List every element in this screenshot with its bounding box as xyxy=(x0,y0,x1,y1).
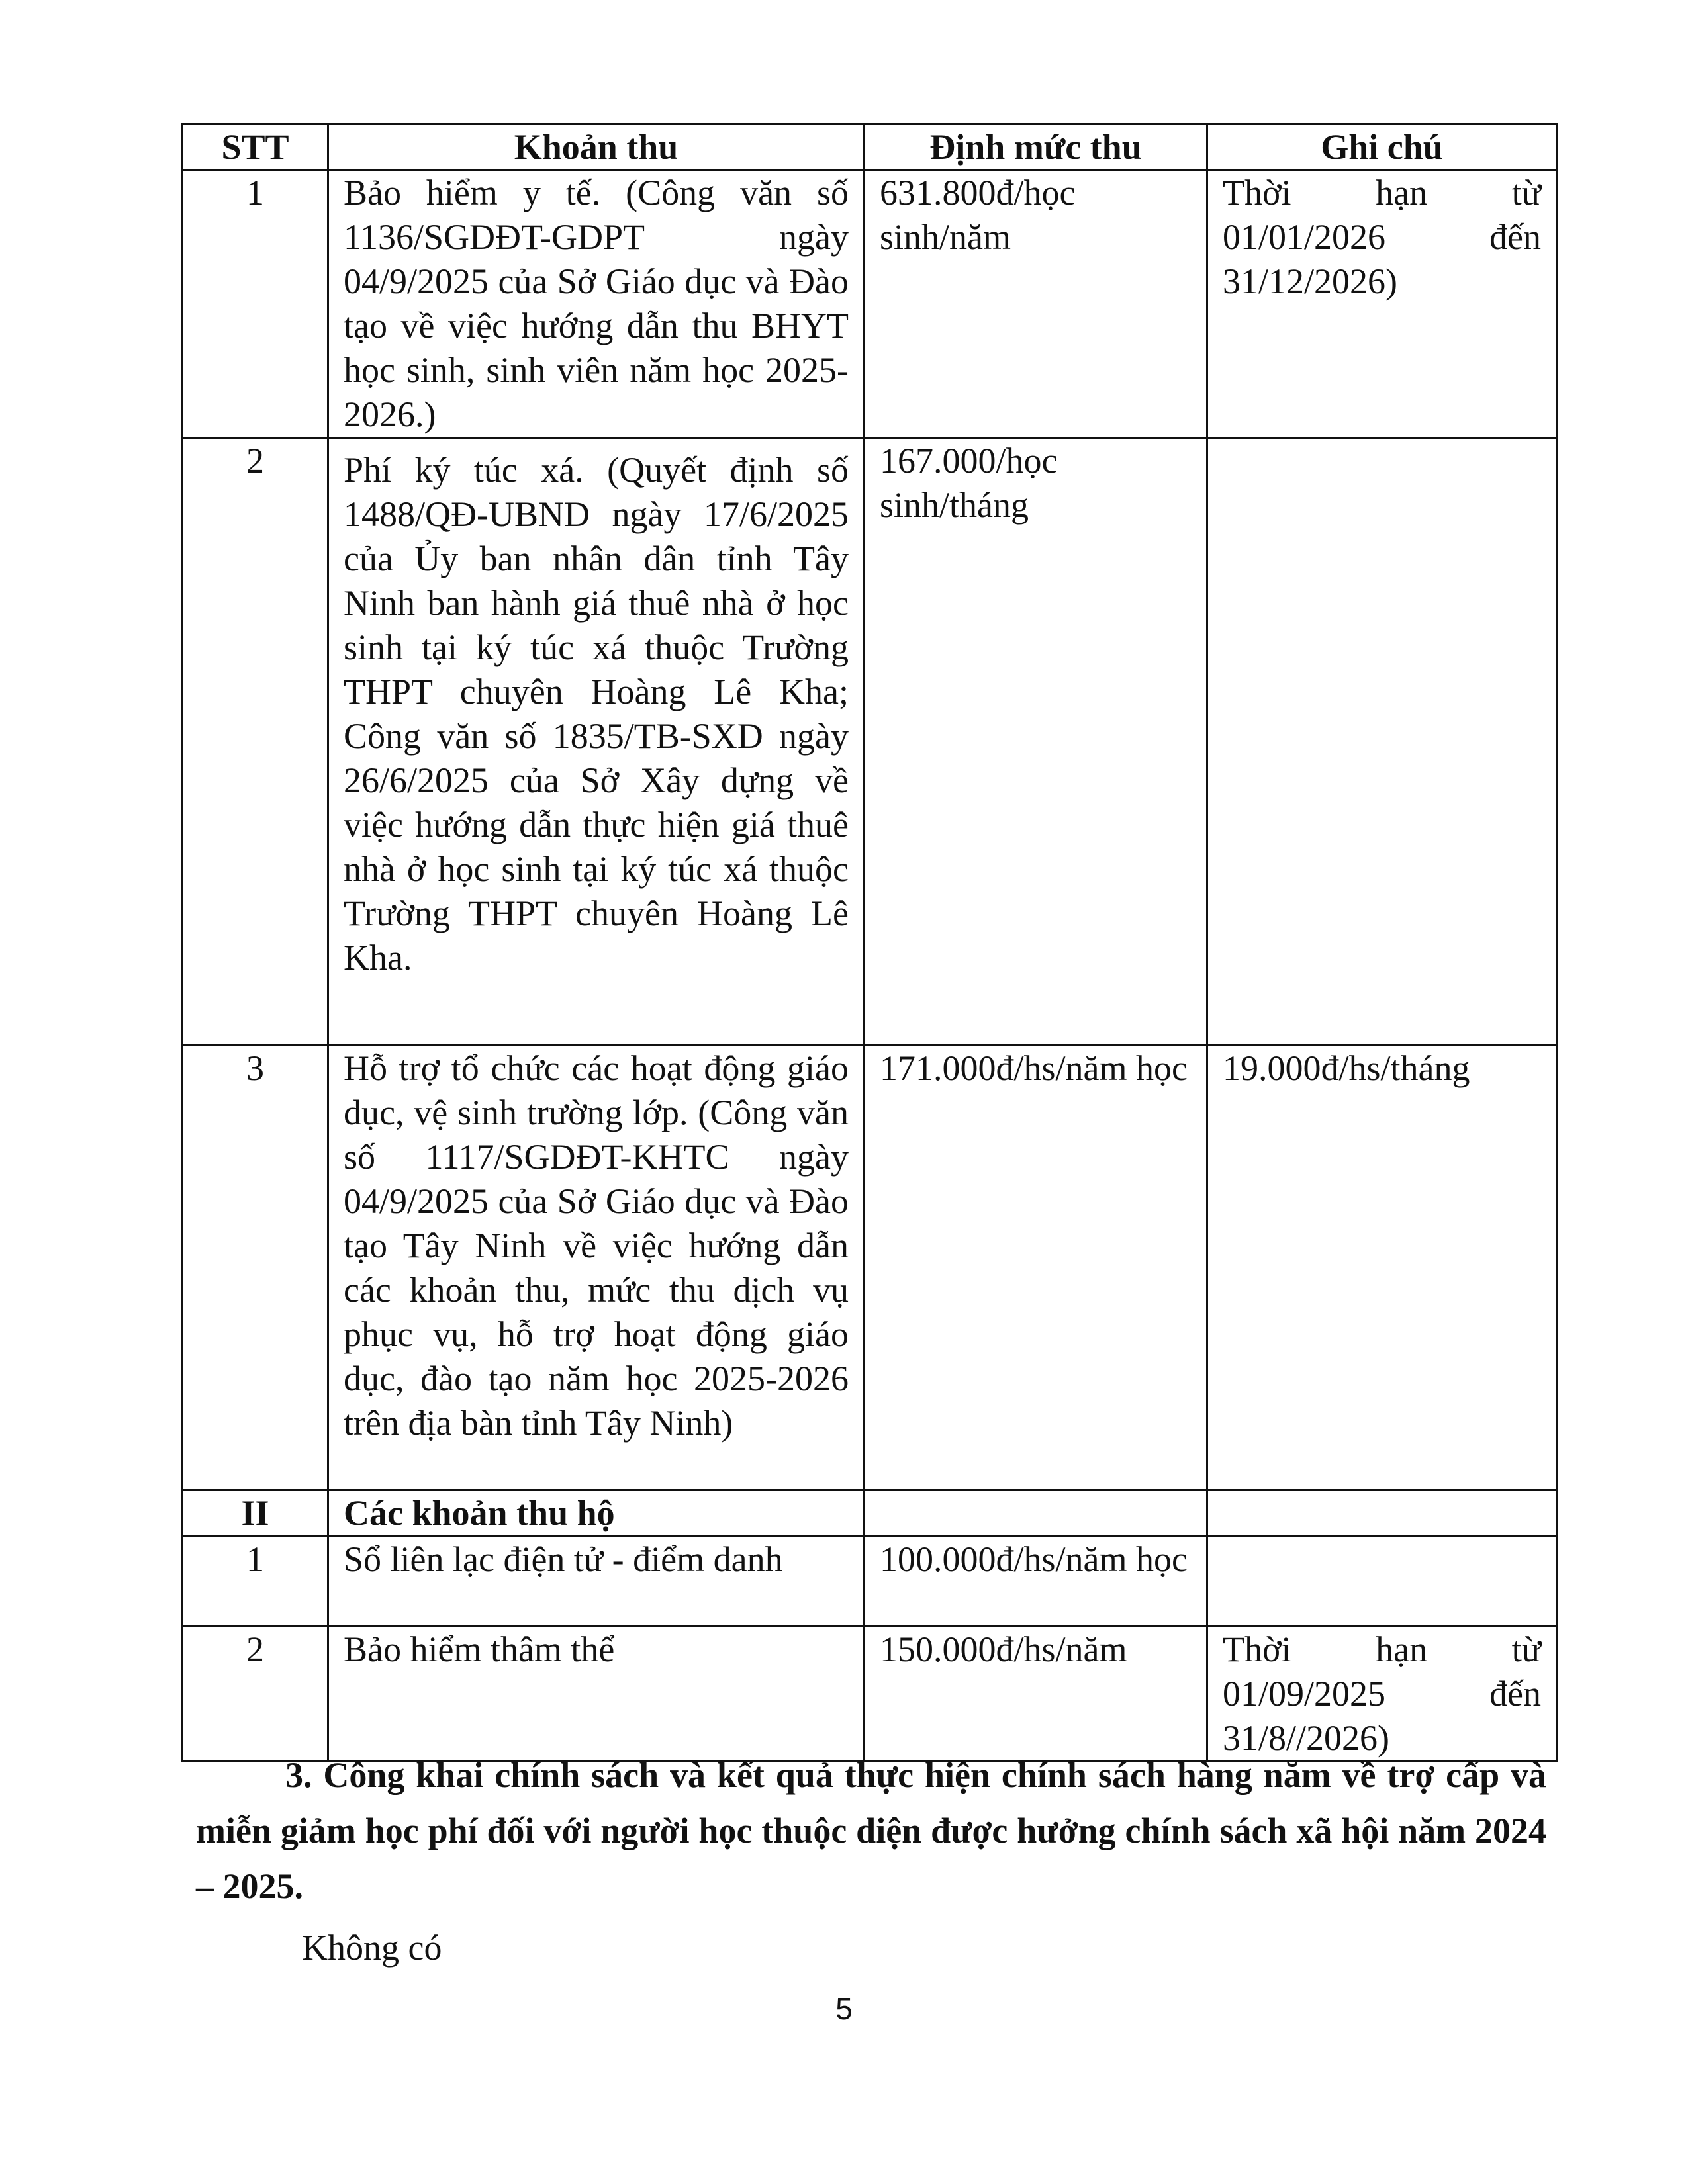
row-note xyxy=(1207,1490,1557,1537)
row-note: 19.000đ/hs/tháng xyxy=(1207,1046,1557,1490)
row-item-text: Bảo hiểm y tế. (Công văn số 1136/SGDĐT-GDPT ngày 04/9/2025 của Sở Giáo dục và Đào tạo về việc hướng dẫn thu BHYT học sinh, sinh viên năm học 2025-2026.) xyxy=(344,173,849,434)
table-row xyxy=(183,438,1557,1046)
row-rate: 631.800đ/học sinh/năm xyxy=(865,170,1207,438)
row-item xyxy=(328,170,865,438)
row-stt: 2 xyxy=(183,438,328,1046)
table-row xyxy=(183,1537,1557,1627)
row-note-text: Thời hạn từ 01/01/2026 đến 31/12/2026) xyxy=(1223,173,1541,301)
row-rate: 171.000đ/hs/năm học xyxy=(865,1046,1207,1490)
section-number: II xyxy=(183,1490,328,1537)
row-stt: 3 xyxy=(183,1046,328,1490)
header-rate: Định mức thu xyxy=(865,124,1207,170)
header-note: Ghi chú xyxy=(1207,124,1557,170)
section-3-body: Không có xyxy=(302,1928,442,1968)
header-stt: STT xyxy=(183,124,328,170)
row-item xyxy=(328,438,865,1046)
row-note-text: Thời hạn từ 01/09/2025 đến 31/8//2026) xyxy=(1223,1629,1541,1758)
section-title: Các khoản thu hộ xyxy=(328,1490,865,1537)
row-note xyxy=(1207,438,1557,1046)
header-item: Khoản thu xyxy=(328,124,865,170)
row-rate: 150.000đ/hs/năm xyxy=(865,1627,1207,1762)
row-rate xyxy=(865,1490,1207,1537)
row-item-text: Phí ký túc xá. (Quyết định số 1488/QĐ-UBND ngày 17/6/2025 của Ủy ban nhân dân tỉnh Tây Ninh ban hành giá thuê nhà ở học sinh tại ký túc xá thuộc Trường THPT chuyên Hoàng Lê Kha; Công văn số 1835/TB-SXD ngày 26/6/2025 của Sở Xây dựng về việc hướng dẫn thực hiện giá thuê nhà ở học sinh tại ký túc xá thuộc Trường THPT chuyên Hoàng Lê Kha. xyxy=(344,450,849,978)
row-rate: 167.000/học sinh/tháng xyxy=(865,438,1207,1046)
table-header-row xyxy=(183,124,1557,170)
row-item-text: Hỗ trợ tổ chức các hoạt động giáo dục, vệ sinh trường lớp. (Công văn số 1117/SGDĐT-KHTC ngày 04/9/2025 của Sở Giáo dục và Đào tạo Tây Ninh về việc hướng dẫn các khoản thu, mức thu dịch vụ phục vụ, hỗ trợ hoạt động giáo dục, đào tạo năm học 2025-2026 trên địa bàn tỉnh Tây Ninh) xyxy=(344,1048,849,1443)
row-item: Sổ liên lạc điện tử - điểm danh xyxy=(328,1537,865,1627)
page-number: 5 xyxy=(835,1991,853,2026)
table-row xyxy=(183,1046,1557,1490)
row-stt: 2 xyxy=(183,1627,328,1762)
row-item xyxy=(328,1046,865,1490)
table-row xyxy=(183,170,1557,438)
table-row xyxy=(183,1627,1557,1762)
row-stt: 1 xyxy=(183,1537,328,1627)
fee-table xyxy=(181,123,1558,1762)
row-rate: 100.000đ/hs/năm học xyxy=(865,1537,1207,1627)
row-note xyxy=(1207,1537,1557,1627)
section-3-heading: 3. Công khai chính sách và kết quả thực hiện chính sách hàng năm về trợ cấp và miễn giảm học phí đối với người học thuộc diện được hưởng chính sách xã hội năm 2024 – 2025. xyxy=(196,1755,1546,1906)
row-item: Bảo hiểm thâm thể xyxy=(328,1627,865,1762)
row-note xyxy=(1207,170,1557,438)
table-row-section xyxy=(183,1490,1557,1537)
row-stt: 1 xyxy=(183,170,328,438)
row-note xyxy=(1207,1627,1557,1762)
